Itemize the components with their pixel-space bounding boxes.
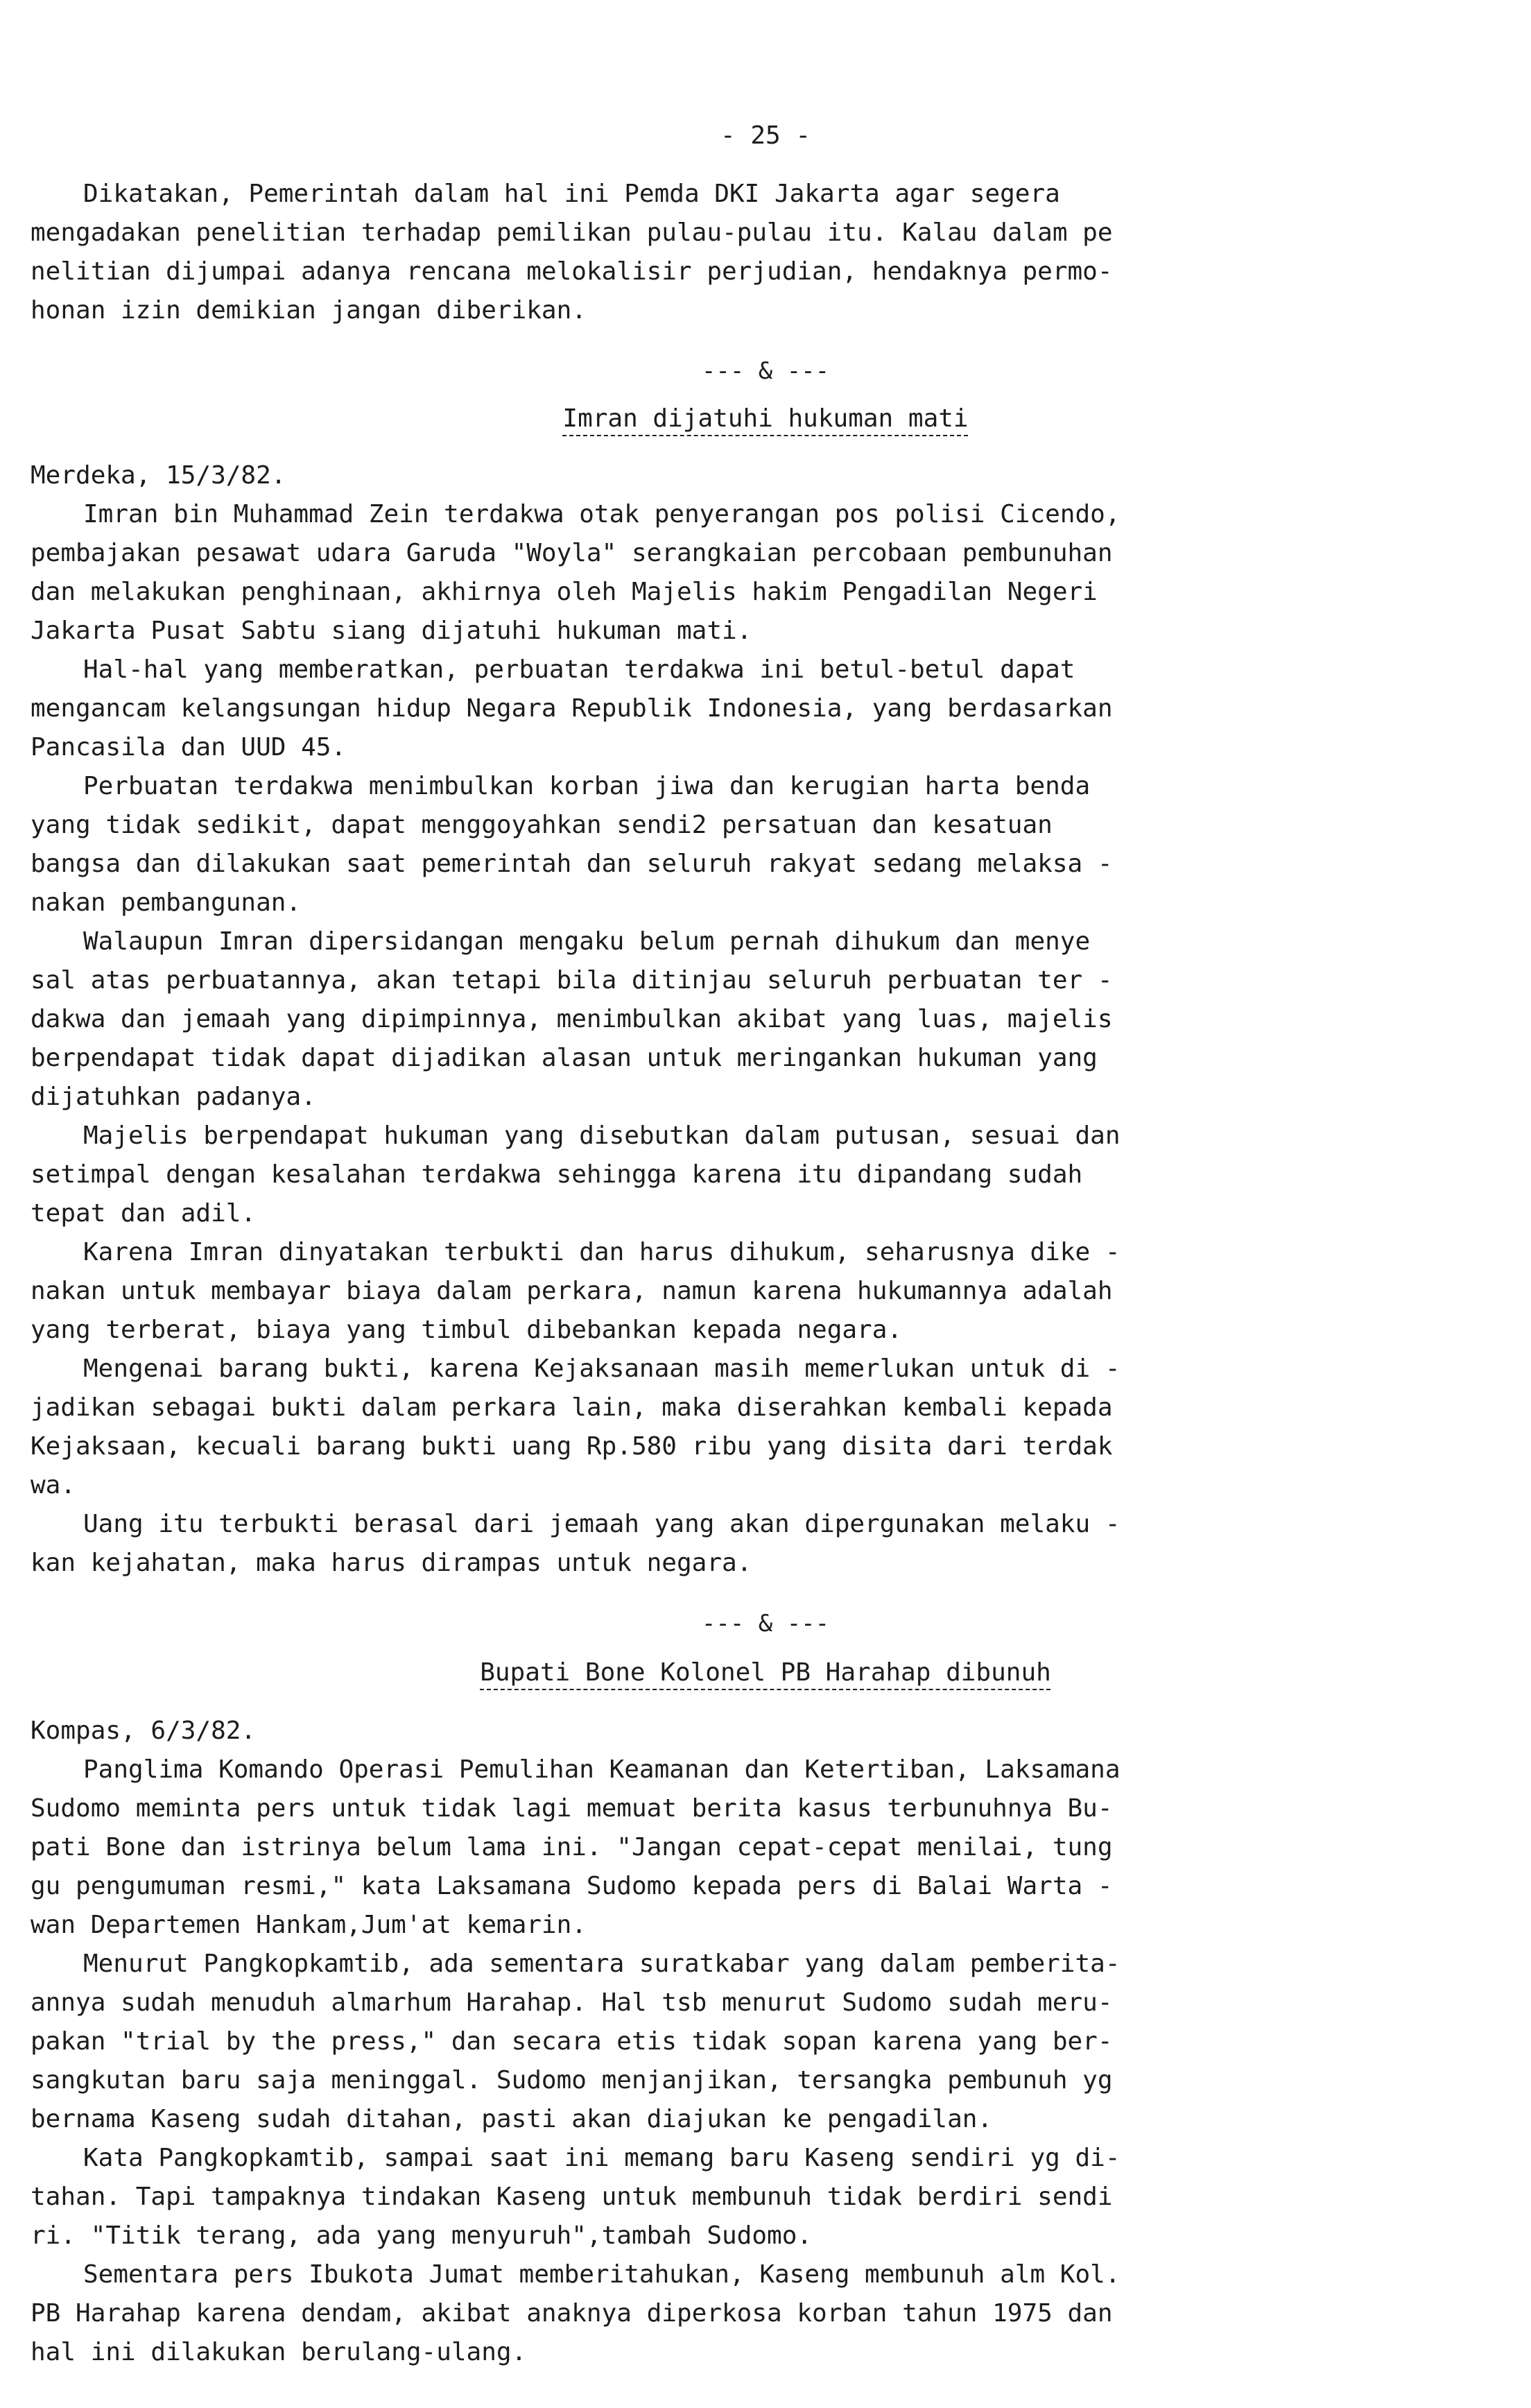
article-line: Karena Imran dinyatakan terbukti dan harus dihukum, seharusnya dike -: [83, 1238, 1121, 1266]
article-line: dakwa dan jemaah yang dipimpinnya, menimbulkan akibat yang luas, majelis: [31, 1005, 1113, 1033]
article-line: Sementara pers Ibukota Jumat memberitahukan, Kaseng membunuh alm Kol.: [83, 2260, 1121, 2289]
article-line: pati Bone dan istrinya belum lama ini. "Jangan cepat-cepat menilai, tung: [31, 1833, 1113, 1861]
article-line: Hal-hal yang memberatkan, perbuatan terdakwa ini betul-betul dapat: [83, 655, 1075, 684]
article-line: Panglima Komando Operasi Pemulihan Keamanan dan Ketertiban, Laksamana: [83, 1755, 1121, 1784]
intro-line: mengadakan penelitian terhadap pemilikan pulau-pulau itu. Kalau dalam pe: [31, 218, 1113, 247]
article-line: nakan pembangunan.: [31, 888, 302, 917]
article-line: sal atas perbuatannya, akan tetapi bila ditinjau seluruh perbuatan ter -: [31, 966, 1113, 995]
article-line: setimpal dengan kesalahan terdakwa sehingga karena itu dipandang sudah: [31, 1160, 1083, 1189]
article-line: sangkutan baru saja meninggal. Sudomo menjanjikan, tersangka pembunuh yg: [31, 2066, 1113, 2095]
article-line: tahan. Tapi tampaknya tindakan Kaseng untuk membunuh tidak berdiri sendi: [31, 2183, 1113, 2211]
article-line: pembajakan pesawat udara Garuda "Woyla" serangkaian percobaan pembunuhan: [31, 539, 1113, 567]
page-number: - 25 -: [720, 121, 811, 150]
article-line: jadikan sebagai bukti dalam perkara lain, maka diserahkan kembali kepada: [31, 1393, 1113, 1422]
article-line: mengancam kelangsungan hidup Negara Republik Indonesia, yang berdasarkan: [31, 694, 1113, 723]
article-line: annya sudah menuduh almarhum Harahap. Hal tsb menurut Sudomo sudah meru-: [31, 1988, 1113, 2017]
article-line: yang tidak sedikit, dapat menggoyahkan sendi2 persatuan dan kesatuan: [31, 811, 1053, 839]
article-line: ri. "Titik terang, ada yang menyuruh",tambah Sudomo.: [31, 2221, 813, 2250]
article-line: Menurut Pangkopkamtib, ada sementara suratkabar yang dalam pemberita-: [83, 1950, 1121, 1978]
article-line: wa.: [31, 1471, 76, 1499]
article-line: Kejaksaan, kecuali barang bukti uang Rp.580 ribu yang disita dari terdak: [31, 1432, 1113, 1461]
article-line: Sudomo meminta pers untuk tidak lagi memuat berita kasus terbunuhnya Bu-: [31, 1794, 1113, 1823]
article-line: Perbuatan terdakwa menimbulkan korban jiwa dan kerugian harta benda: [83, 772, 1091, 800]
article-line: Majelis berpendapat hukuman yang disebutkan dalam putusan, sesuai dan: [83, 1121, 1121, 1150]
article-line: yang terberat, biaya yang timbul dibebankan kepada negara.: [31, 1316, 903, 1344]
article-line: nakan untuk membayar biaya dalam perkara, namun karena hukumannya adalah: [31, 1277, 1113, 1305]
article-line: Kata Pangkopkamtib, sampai saat ini memang baru Kaseng sendiri yg di-: [83, 2144, 1121, 2172]
article-line: Jakarta Pusat Sabtu siang dijatuhi hukuman mati.: [31, 617, 752, 645]
intro-line: nelitian dijumpai adanya rencana melokalisir perjudian, hendaknya permo-: [31, 257, 1113, 286]
article-line: pakan "trial by the press," dan secara etis tidak sopan karena yang ber-: [31, 2027, 1113, 2056]
article-line: kan kejahatan, maka harus dirampas untuk negara.: [31, 1549, 752, 1577]
section-separator: --- & ---: [701, 357, 830, 385]
article-line: hal ini dilakukan berulang-ulang.: [31, 2338, 527, 2366]
article-line: gu pengumuman resmi," kata Laksamana Sudomo kepada pers di Balai Warta -: [31, 1872, 1113, 1900]
intro-line: honan izin demikian jangan diberikan.: [31, 296, 587, 325]
article-line: Uang itu terbukti berasal dari jemaah yang akan dipergunakan melaku -: [83, 1510, 1121, 1538]
article-line: wan Departemen Hankam,Jum'at kemarin.: [31, 1911, 587, 1939]
article-line: Pancasila dan UUD 45.: [31, 733, 347, 762]
article-line: Mengenai barang bukti, karena Kejaksanaan masih memerlukan untuk di -: [83, 1354, 1121, 1383]
section-separator: --- & ---: [701, 1610, 830, 1637]
article-line: berpendapat tidak dapat dijadikan alasan untuk meringankan hukuman yang: [31, 1044, 1098, 1072]
article-line: dan melakukan penghinaan, akhirnya oleh Majelis hakim Pengadilan Negeri: [31, 578, 1098, 606]
article-source: Merdeka, 15/3/82.: [31, 461, 286, 490]
intro-line: Dikatakan, Pemerintah dalam hal ini Pemda DKI Jakarta agar segera: [83, 180, 1060, 208]
article-title: Imran dijatuhi hukuman mati: [562, 404, 969, 433]
article-line: PB Harahap karena dendam, akibat anaknya diperkosa korban tahun 1975 dan: [31, 2299, 1113, 2328]
article-line: dijatuhkan padanya.: [31, 1083, 316, 1111]
article-line: bernama Kaseng sudah ditahan, pasti akan diajukan ke pengadilan.: [31, 2105, 993, 2133]
article-line: tepat dan adil.: [31, 1199, 257, 1228]
article-title: Bupati Bone Kolonel PB Harahap dibunuh: [480, 1658, 1051, 1687]
article-line: Imran bin Muhammad Zein terdakwa otak penyerangan pos polisi Cicendo,: [83, 500, 1121, 528]
article-line: Walaupun Imran dipersidangan mengaku belum pernah dihukum dan menye: [83, 927, 1091, 956]
article-line: bangsa dan dilakukan saat pemerintah dan seluruh rakyat sedang melaksa -: [31, 850, 1113, 878]
article-source: Kompas, 6/3/82.: [31, 1717, 257, 1745]
